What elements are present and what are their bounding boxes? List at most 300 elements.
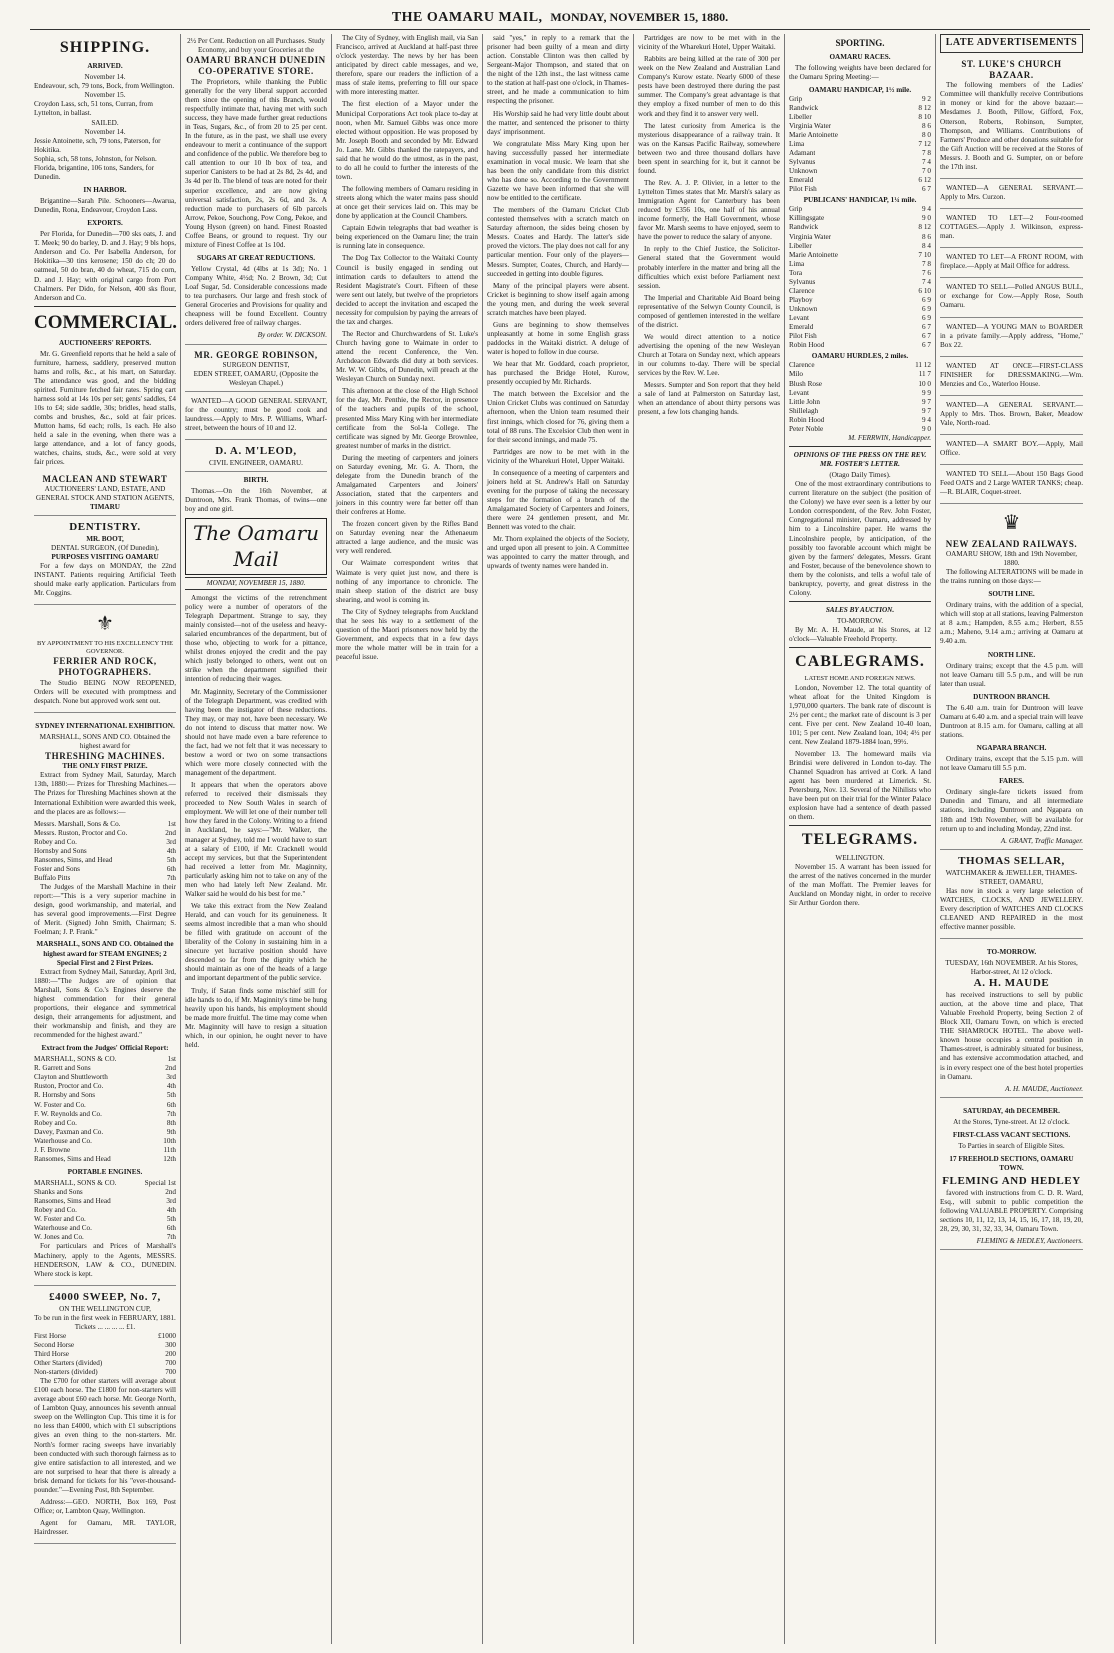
horse-row-value: 11 7 (918, 370, 931, 379)
horse-row-label: Marie Antoinette (789, 250, 838, 259)
shipping-line: Endeavour, sch, 79 tons, Bock, from Wellington. (34, 82, 175, 91)
horse-row-label: Adamant (789, 148, 816, 157)
editorial-paragraph: It appears that when the operators above referred to received their dismissals they proceeded to New South Wales in search of employment. We will let one of their number tell how they fared in the Colony. Writing to a friend in Auckland, he says:—"Mr. Walker, the manager at Sydney, told me I would have to start at a salary of £100, if Mr. Cracknell would accept my services, but that the Superintendent had received a letter from Mr. Maginnity, particularly asking him not to take on any of the men who had lately left New Zealand. Mr. Walker said he would do his best for me." (185, 781, 327, 898)
horse-row (789, 214, 931, 223)
harbour-heading: IN HARBOR. (83, 185, 127, 194)
award-row-label: J. F. Browne (34, 1145, 71, 1154)
horse-row-value: 8 0 (922, 130, 931, 139)
horse-row-value: 8 12 (918, 223, 931, 232)
news-paragraph: The first election of a Mayor under the Municipal Corporations Act took place to-day at noon, when Mr. Samuel Gibbs was once more elected without opposition. He was proposed by Mr. Joseph Booth and seconded by Mr. Edward Jo. Lane. Mr. Gibbs thanked the ratepayers, and said that he would do the utmost, as in the past, to do all he could to further the interests of the town. (336, 100, 478, 181)
sydney-heading: SYDNEY INTERNATIONAL EXHIBITION. (35, 721, 175, 730)
horse-row-value: 7 10 (918, 250, 931, 259)
award-row (34, 1188, 176, 1197)
portable-award-list (34, 1179, 176, 1242)
handicap1-list (789, 95, 931, 195)
award-row-value: 10th (163, 1136, 176, 1145)
horse-row-label: Virginia Water (789, 232, 832, 241)
award-row-label: Robey and Co. (34, 837, 77, 846)
maclean-ad (34, 471, 176, 517)
news-paragraph: This afternoon at the close of the High School for the day, Mr. Penthie, the Rector, in presence of the teachers and pupils of the school, presented Miss Mary King with her intermediate certificate from the Sol-la College. The certificate was signed by Mr. George Brownlee, greatest number of marks in the district. (336, 387, 478, 450)
award-row-value: 7th (166, 1109, 176, 1118)
award-row-label: MARSHALL, SONS & CO. (34, 1055, 117, 1064)
coop-signature: By order. W. DICKSON. (257, 331, 327, 340)
shipping-line: SAILED. (91, 118, 119, 127)
award-row-value: 1st (167, 1055, 176, 1064)
sweep-agent: Agent for Oamaru, MR. TAYLOR, Hairdresser. (34, 1519, 176, 1537)
award-row (34, 1091, 176, 1100)
horse-row-value: 10 0 (918, 379, 931, 388)
horse-row-label: Sylvanus (789, 277, 816, 286)
portable-heading: PORTABLE ENGINES. (67, 1167, 143, 1176)
horse-row-label: Robin Hood (789, 341, 825, 350)
shipping-line: November 14. (84, 127, 126, 136)
column-4 (483, 34, 634, 1644)
award-row-value: 12th (163, 1154, 176, 1163)
hurdles-list (789, 361, 931, 434)
horse-row-value: 6 9 (922, 305, 931, 314)
horse-row-value: 6 9 (922, 314, 931, 323)
prize-row (34, 1341, 176, 1350)
wanted-ad-text: WANTED TO LET—2 Four-roomed COTTAGES.—Apply J. Wilkinson, express-man. (940, 214, 1083, 241)
news-paragraph: Mr. Thorn explained the objects of the Society, and urged upon all present to join. A Committee was appointed to carry the matter through, and upwards of twenty names were handed in. (487, 535, 629, 571)
news-paragraph: Many of the principal players were absent. Cricket is beginning to show itself again among the young men, and during the week several scratch matches have been played. (487, 281, 629, 317)
cablegrams-text: London, November 12. The total quantity of wheat afloat for the United Kingdom is 1,970,000 quarters. The bank rate of discount is 2½ per cent.; the market rate of discount is 3 per cent. Five per cent. New Zealand 10-40 loan, 101; 5 per cent. New Zealand loan, 104; 4½ per cent. New Zealand 1879-1884 loan, 99½. (789, 683, 931, 746)
award-row-label: Robey and Co. (34, 1118, 77, 1127)
wanted-ad-text: WANTED TO SELL—About 150 Bags Good Feed OATS and 2 Large WATER TANKS; cheap.—R. BLAIR, Coquet-street. (940, 470, 1083, 497)
fares-text: Ordinary single-fare tickets issued from Dunedin and Timaru, and all intermediate stations, including Duntroon and Ngapara on 18th and 19th November, will be available for return up to and including Monday, 22nd inst. (940, 788, 1083, 833)
freehold-heading: 17 FREEHOLD SECTIONS, OAMARU TOWN. (949, 1154, 1074, 1173)
masthead (30, 6, 1090, 30)
royal-arms-icon: ⚜ (96, 613, 114, 636)
award-row-label: W. Foster and Co. (34, 1100, 86, 1109)
sweep-title: £4000 SWEEP, No. 7, (49, 1290, 161, 1303)
award-row-label: Ruston, Proctor and Co. (34, 1082, 104, 1091)
award-row-value: 4th (166, 1206, 176, 1215)
news-paragraph: Our Waimate correspondent writes that Waimate is very quiet just now, and there is nothing of any importance to chronicle. The main sheep station of the district are busy shearing, and wool is coming in. (336, 559, 478, 604)
award-row (34, 874, 176, 883)
award-row-label: Waterhouse and Co. (34, 1224, 92, 1233)
news-paragraph: The following members of Oamaru residing in streets along which the water mains pass should at once get their services laid on. This may be done by application at the Council Chambers. (336, 185, 478, 221)
award-row-label: W. Jones and Co. (34, 1233, 84, 1242)
award-row (34, 838, 176, 847)
sellar-text: Has now in stock a very large selection of WATCHES, CLOCKS, AND JEWELLERY. Every description of WATCHES AND CLOCKS CLEANED AND REPAIRED in the most effective manner possible. (940, 886, 1083, 931)
robinson-ad (185, 347, 327, 393)
horse-row (789, 287, 931, 296)
award-row-label: Buffalo Pitts (34, 874, 71, 883)
horse-row-value: 6 7 (922, 341, 931, 350)
horse-row-value: 7 4 (922, 158, 931, 167)
shipping-line: Jessie Antoinette, sch, 79 tons, Paterson, for Hokitika. (34, 136, 161, 154)
horse-row (789, 407, 931, 416)
official-report-heading: Extract from the Judges' Official Report: (41, 1044, 169, 1053)
hurdles-heading: OAMARU HURDLES, 2 miles. (811, 352, 909, 361)
sweep-ad (34, 1288, 176, 1544)
horse-row-label: Unknown (789, 167, 818, 176)
railways-subtitle: OAMARU SHOW, 18th and 19th November, 1880. (945, 549, 1077, 567)
horse-row-label: Lima (789, 139, 805, 148)
award-row-label: Messrs. Marshall, Sons & Co. (34, 819, 121, 828)
news-paragraph: The Rector and Churchwardens of St. Luke's Church having gone to Waimate in order to attend the recent Conference, the Ven. Archdeacon Edwards did duty at both services. Mr. W. W. Gibbs, of Dunedin, will preach at the Wesleyan Church on Sunday next. (336, 329, 478, 384)
maclean-subtitle: AUCTIONEERS' LAND, ESTATE, AND GENERAL STOCK AND STATION AGENTS, (35, 484, 175, 502)
award-row-value: 5th (166, 1091, 176, 1100)
award-row (34, 829, 176, 838)
award-row (34, 1073, 176, 1082)
news-paragraph: We would direct attention to a notice advertising the opening of the new Wesleyan Church at Totara on Sunday next, which appears in our columns to-day. There will be special services by the Rev. W. Lee. (638, 332, 780, 378)
shipping-line: Sophia, sch, 58 tons, Johnston, for Nelson. (34, 154, 157, 163)
award-row (34, 1179, 176, 1188)
award-row-value: 1st (167, 819, 176, 828)
award-row-value: 4th (166, 846, 176, 855)
south-line-heading: SOUTH LINE. (988, 590, 1035, 599)
paper-flag: The Oamaru Mail (185, 518, 327, 574)
cablegrams-text-2: November 13. The homeward mails via Brindisi were delivered in London to-day. The Channel Squadron has arrived at Cork. A land agent has been murdered at Limerick. St. Petersburg, Nov. 13. Several of the Nihilists who have been put on their trial for the Winter Palace explosion have had a sentence of death passed on them. (789, 749, 931, 822)
award-row-value: 9th (166, 1127, 176, 1136)
south-line-text: Ordinary trains, with the addition of a special, which will stop at all stations, leaving Palmerston at 8 a.m.; Hampden, 8.55 a.m.; Herbert, 8.55 a.m.; Maheno, 9.14 a.m.; arriving at Oamaru at 9.40 a.m. (940, 601, 1083, 646)
prize-row-value: £1000 (158, 1331, 176, 1340)
editorial-paragraph: Mr. Maginnity, Secretary of the Commissioner of the Telegraph Department, was credited with having been the instigator of these reductions. They may, or may not, have been necessary. We do not intend to discuss that matter now. We should not have made even a bare reference to the fact, had we not felt that it was necessary to bestow a word or two on some transactions which were more closely connected with the management of the department. (185, 687, 327, 778)
engines-award-list (34, 1055, 176, 1164)
horse-row-label: Peter Noble (789, 424, 824, 433)
dentistry-ad (34, 518, 176, 605)
award-row-label: Ransomes, Sims, and Head (34, 855, 113, 864)
grant-signature: A. GRANT, Traffic Manager. (1000, 836, 1083, 845)
sellar-subtitle: WATCHMAKER & JEWELLER, THAMES-STREET, OAMARU, (945, 868, 1078, 886)
horse-row (789, 305, 931, 314)
horse-row (789, 296, 931, 305)
award-row (34, 847, 176, 856)
north-line-heading: NORTH LINE. (987, 650, 1036, 659)
horse-row-label: Clarence (789, 361, 815, 370)
news-paragraph: Rabbits are being killed at the rate of 300 per week on the New Zealand and Australian Land Company's Kurow estate. Nearly 6000 of these pests have been destroyed there during the past summer. The Company's great advantage is that they employ a fixed number of men to do this work and they find it to answer very well. (638, 55, 780, 118)
mleod-ad (185, 442, 327, 472)
award-row-value: 3rd (166, 1073, 176, 1082)
horse-row (789, 158, 931, 167)
horse-row (789, 149, 931, 158)
award-row (34, 1082, 176, 1091)
prize-row-value: 700 (165, 1358, 176, 1367)
north-line-text: Ordinary trains; except that the 4.5 p.m. will not leave Oamaru till 5.5 p.m., and will be run later than usual. (940, 661, 1083, 688)
award-row (34, 820, 176, 829)
duntroon-heading: DUNTROON BRANCH. (973, 692, 1050, 701)
maude-ad (940, 941, 1083, 1098)
dentistry-name: MR. BOOT, (86, 534, 124, 543)
horse-row-value: 9 9 (922, 388, 931, 397)
horse-row-label: Libeller (789, 241, 812, 250)
sweep-text: The £700 for other starters will average about £100 each horse. The £1800 for non-starters will average about £60 each horse. Mr. George North, of Lambton Quay, announces his seventh annual sweep on the Wellington Cup. This time it is for no less than £4000, which with £1 subscriptions gives an even thing to the non-starters. Mr. North's former racing sweeps have invariably been conducted with such thorough fairness as to give entire satisfaction to all interested, and we are not surprised to hear that there is already a brisk demand for tickets for his "ever-thousand-pounder."—Evening Post, 8th September. (34, 1377, 176, 1494)
horse-row (789, 251, 931, 260)
award-row-label: Waterhouse and Co. (34, 1136, 92, 1145)
award-row (34, 1137, 176, 1146)
dentistry-role: DENTAL SURGEON, (Of Dunedin), (51, 543, 159, 552)
award-row-label: Messrs. Ruston, Proctor and Co. (34, 828, 128, 837)
news-paragraph: We hear that Mr. Goddard, coach proprietor, has purchased the Bridge Hotel, Kurow, presently occupied by Mr. Richards. (487, 360, 629, 387)
horse-row-label: Pilot Fish (789, 332, 817, 341)
sellar-ad (940, 852, 1083, 939)
auctioneers-text: Mr. G. Greenfield reports that he held a sale of furniture, harness, saddlery, preserved mutton hams and rolls, &c., at his mart, on Saturday. The attendance was good, and the bidding spirited. Furniture fetched fair rates. Spring cart harness sold at 14s 10s per set; gents' saddles, £4 10s to £4; side saddle, 30s; bridles, head stalls, combs and brushes, &c., sold at fair prices. Mutton hams, 6d each; rolls, 1s each. He also held a sale in the evening, when there was a large attendance, and a lot of fancy goods, watches, chains, studs, &c., were sold at very fair prices. (34, 349, 176, 467)
wanted-ad-text: WANTED TO LET—A FRONT ROOM, with fireplace.—Apply at Mail Office for address. (940, 253, 1083, 271)
marshall-ad (34, 715, 176, 1286)
wanted-ad-text: WANTED—A YOUNG MAN to BOARDER in a private family.—Apply address, "Home," Box 22. (940, 322, 1083, 349)
horse-row-label: Clarence (789, 286, 815, 295)
column-2 (181, 34, 332, 1644)
horse-row (789, 278, 931, 287)
horse-row (789, 332, 931, 341)
horse-row-label: Milo (789, 370, 803, 379)
maclean-title: MACLEAN AND STEWART (42, 473, 168, 484)
horse-row-value: 8 6 (922, 232, 931, 241)
sales-subheading: TO-MORROW. (836, 617, 884, 626)
wanted-ad-text: WANTED TO SELL—Polled ANGUS BULL, or exchange for Cow.—Apply Rose, South Oamaru. (940, 283, 1083, 310)
dentistry-text: For a few days on MONDAY, the 22nd INSTANT. Patients requiring Artificial Teeth should make early application. Particulars from Mr. Coggins. (34, 562, 176, 598)
wanted-ad (940, 181, 1083, 209)
horse-row-label: Emerald (789, 323, 814, 332)
birth-heading: BIRTH. (243, 476, 269, 485)
award-row-label: Ransomes, Sims and Head (34, 1197, 111, 1206)
news-paragraph: Partridges are now to be met with in the vicinity of the Wharekuri Hotel, Upper Waitaki. (638, 34, 780, 52)
award-row-value: 6th (166, 1100, 176, 1109)
marshall-prize: THE ONLY FIRST PRIZE. (62, 762, 148, 771)
wanted-ad (940, 250, 1083, 278)
horse-row-label: Playboy (789, 295, 813, 304)
horse-row-value: 7 0 (922, 167, 931, 176)
late-advertisements-heading: LATE ADVERTISEMENTS (940, 34, 1083, 53)
horse-row-label: Randwick (789, 223, 819, 232)
races-heading: OAMARU RACES. (829, 53, 891, 62)
sales-heading: SALES BY AUCTION. (825, 605, 895, 614)
award-row (34, 856, 176, 865)
award-row-value: 7th (166, 874, 176, 883)
local-news-2 (487, 34, 629, 572)
prize-row (34, 1368, 176, 1377)
news-paragraph: The Imperial and Charitable Aid Board being representative of the Selwyn County Council, is composed of gentlemen interested in the welfare of the district. (638, 293, 780, 329)
horse-row-label: Killingsgate (789, 214, 825, 223)
horse-row (789, 233, 931, 242)
award-row-label: Davey, Paxman and Co. (34, 1127, 104, 1136)
award-row-value: 8th (166, 1118, 176, 1127)
marshall-report: The Judges of the Marshall Machine in their report:—"This is a very superior machine in design, good workmanship, and material, and has several good improvements.—First Degree of Merit. (Signed) John Smith, Chairman; S. Foelman; J. P. Frank." (34, 883, 176, 937)
editorial-body (185, 594, 327, 1050)
horse-row-value: 7 8 (922, 148, 931, 157)
horse-row (789, 113, 931, 122)
award-row (34, 1119, 176, 1128)
horse-row (789, 176, 931, 185)
divider (789, 647, 931, 648)
award-row-label: Hornsby and Sons (34, 846, 87, 855)
exports-heading: EXPORTS. (87, 219, 123, 228)
award-row (34, 1064, 176, 1073)
award-row-value: 2nd (165, 1064, 176, 1073)
horse-row (789, 314, 931, 323)
horse-row-value: 9 0 (922, 424, 931, 433)
horse-row-value: 7 6 (922, 268, 931, 277)
mleod-subtitle: CIVIL ENGINEER, OAMARU. (209, 459, 303, 468)
news-paragraph: The City of Sydney, with English mail, via San Francisco, arrived at Auckland at half-past three o'clock yesterday. The news by her has been anticipated by direct cable messages, and we, therefore, spare our readers the infliction of a mass of stale items, preferring to fill our space with more interesting matter. (336, 34, 478, 97)
divider (789, 601, 931, 602)
horse-row (789, 167, 931, 176)
sweep-subtitle: ON THE WELLINGTON CUP, (59, 1304, 151, 1313)
horse-row-label: Lima (789, 259, 805, 268)
award-row-value: 2nd (165, 828, 176, 837)
news-paragraph: The members of the Oamaru Cricket Club contested themselves with a scratch match on Saturday afternoon, the sides being chosen by Messrs. Coates and Hardy. The latter's side proved the victors. The play does not call for any particular mention. Four only of the players—Messrs. Sumpter, Coates, Church, and Hardy—succeeded in getting into double figures. (487, 206, 629, 278)
award-row-label: W. Foster and Co. (34, 1215, 86, 1224)
maude-text: has received instructions to sell by public auction, at the above time and place, That Valuable Freehold Property, being Section 2 of Block XII, Oamaru Town, on which is erected THE SHAMROCK HOTEL. The above well-known house occupies a central position in Thames-street, is admirably situated for business, and has extensive accommodation attached, and is in every respect one of the best hotel properties in Oamaru. (940, 991, 1083, 1081)
marshall-title: MARSHALL, SONS AND CO. Obtained the highest award for (39, 732, 171, 750)
firstclass-heading: FIRST-CLASS VACANT SECTIONS. (952, 1130, 1071, 1139)
divider (789, 825, 931, 826)
horse-row-value: 6 7 (922, 323, 931, 332)
wanted-ad-text: WANTED—A GENERAL SERVANT.—Apply to Mrs. Curzon. (940, 183, 1083, 201)
ferrier-ad (34, 607, 176, 712)
news-paragraph: The frozen concert given by the Rifles Band on Saturday evening near the Athenaeum attracted a large audience, and the music was very well rendered. (336, 520, 478, 556)
horse-row (789, 104, 931, 113)
award-row (34, 1224, 176, 1233)
wanted-ad (940, 398, 1083, 435)
ngapara-text: Ordinary trains, except that the 5.15 p.m. will not leave Oamaru till 5.5 p.m. (940, 755, 1083, 773)
horse-row-label: Grip (789, 205, 803, 214)
prize-row (34, 1332, 176, 1341)
sugars-text: Yellow Crystal, 4d (4lbs at 1s 3d); No. 1 Company White, 4½d; No. 2 Brown, 3d; Cut Loaf Sugar, 5d. Considerable concessions made to tea purchasers. Our large and fresh stock of General Groceries and Provisions for quality and cheapness will be found Excellent. Country orders delivered free of railway charges. (185, 265, 327, 328)
horse-row (789, 361, 931, 370)
tomorrow-text: TUESDAY, 16th NOVEMBER. At his Stores, Harbor-street, At 12 o'clock. (945, 959, 1078, 977)
award-row (34, 1197, 176, 1206)
wanted-ad-text: WANTED AT ONCE—FIRST-CLASS FINISHER for DRESSMAKING.—Wm. Menzies and Co., Waterloo House. (940, 361, 1083, 388)
news-paragraph: Partridges are now to be met with in the vicinity of the Wharekuri Hotel, Upper Waitaki. (487, 447, 629, 465)
horse-row (789, 425, 931, 434)
horse-row-value: 9 7 (922, 397, 931, 406)
horse-row-value: 8 10 (918, 112, 931, 121)
column-7 (936, 34, 1087, 1644)
horse-row (789, 140, 931, 149)
award-row-label: Clayton and Shuttleworth (34, 1073, 108, 1082)
marshall-award-list (34, 820, 176, 883)
award-row-value: 3rd (166, 1197, 176, 1206)
horse-row-value: 9 4 (922, 205, 931, 214)
horse-row-label: Marie Antoinette (789, 130, 838, 139)
award-row (34, 1055, 176, 1064)
horse-row-value: 8 4 (922, 241, 931, 250)
horse-row-label: Blush Rose (789, 379, 822, 388)
wanted-ad-text: WANTED—A SMART BOY.—Apply, Mail Office. (940, 440, 1083, 458)
column-5 (634, 34, 785, 1644)
editorial-paragraph: Truly, if Satan finds some mischief still for idle hands to do, if Mr. Maginnity's time be hung heavily upon his hands, his employment should be made more fruitful. The time may come when Mr. Maginnity will have to resign a situation which, in our opinion, he ought never to have held. (185, 986, 327, 1049)
telegrams-text: November 15. A warrant has been issued for the arrest of the natives concerned in the murder of the man Moffatt. The Premier leaves for Auckland on Monday night, in order to receive Sir Arthur Gordon there. (789, 862, 931, 907)
column-6 (785, 34, 936, 1644)
railways-title: NEW ZEALAND RAILWAYS. (945, 538, 1078, 549)
local-news-3 (638, 34, 780, 418)
award-row-value: Special 1st (144, 1179, 176, 1188)
robinson-subtitle: SURGEON DENTIST, (222, 360, 290, 369)
sweep-tickets: Tickets ... ... ... ... £1. (74, 1322, 136, 1331)
handicapper: M. FERRWIN, Handicapper. (848, 433, 931, 442)
editorial-dateline: MONDAY, NOVEMBER 15, 1880. (185, 577, 327, 590)
sweep-prize-list (34, 1332, 176, 1377)
telegrams-heading: TELEGRAMS. (801, 831, 919, 849)
horse-row (789, 389, 931, 398)
publicans-heading: PUBLICANS' HANDICAP, 1¼ mile. (803, 196, 917, 205)
robinson-title: MR. GEORGE ROBINSON, (194, 349, 318, 360)
horse-row (789, 95, 931, 104)
news-paragraph: The latest curiosity from America is the mysterious disappearance of a railway train. It was on the Kansas Pacific Railway, somewhere between two and three thousand dollars have been spent in searching for it, but it cannot be found. (638, 121, 780, 175)
horse-row-label: Sylvanus (789, 158, 816, 167)
exports-text: Per Florida, for Dunedin—700 sks oats, J. and T. Meek; 90 do barley, D. and J. Hay; 9 bls hops, Anderson and Co. Per Isabella Anderson, for Hokitika—30 tins kerosene; 150 do ch; 20 do oatmeal, 50 do bran, 40 do wheat, 715 do corn, D. and J. Hay; with original cargo from Port Chalmers. Per Dido, for Nelson, 400 sks flour, Anderson and Co. (34, 230, 176, 302)
ferrier-title: FERRIER AND ROCK, PHOTOGRAPHERS. (53, 655, 157, 678)
dentistry-title: DENTISTRY. (69, 521, 141, 534)
sugars-heading: SUGARS AT GREAT REDUCTIONS. (196, 253, 316, 262)
award-row-value: 7th (166, 1233, 176, 1242)
prize-row (34, 1350, 176, 1359)
tomorrow-heading: TO-MORROW. (986, 948, 1037, 956)
award-row (34, 1206, 176, 1215)
maude-title: A. H. MAUDE (973, 977, 1050, 990)
news-paragraph: The Rev. A. J. P. Olivier, in a letter to the Lyttelton Times states that Mr. Marsh's salary as Immigration Agent for Canterbury has been reduced by £356 10s, one half of his annual income formerly, the Hall Government, whose favor Mr. Marsh seems to have enjoyed, seem to have the power to reduce the salary of anyone. (638, 178, 780, 242)
horse-row (789, 223, 931, 232)
ferrier-text: The Studio BEING NOW REOPENED, Orders will be executed with promptness and despatch. None but approved work sent out. (34, 678, 176, 705)
cablegrams-heading: CABLEGRAMS. (795, 653, 925, 671)
dentistry-purpose: PURPOSES VISITING OAMARU (51, 553, 159, 562)
prize-row-value: 200 (165, 1349, 176, 1358)
news-paragraph: The match between the Excelsior and the Union Cricket Clubs was continued on Saturday afternoon, when the Union team resumed their first innings, which closed for 76, giving them a total of 88 runs. The Excelsior Club then went in for their second innings, and made 75. (487, 390, 629, 444)
fleming-title: FLEMING AND HEDLEY (942, 1175, 1081, 1188)
ngapara-heading: NGAPARA BRANCH. (976, 744, 1047, 753)
newspaper-columns (30, 34, 1090, 1644)
horse-row-value: 6 9 (922, 295, 931, 304)
wanted-ad (940, 280, 1083, 317)
horse-row (789, 323, 931, 332)
news-paragraph: In consequence of a meeting of carpenters and joiners held at St. Andrew's Hall on Saturday evening for the purpose of taking the necessary steps for the formation of a branch of the Amalgamated Society of Carpenters and Joiners, there were 24 gentlemen present, and Mr. Bennett was voted to the chair. (487, 468, 629, 532)
horse-row (789, 341, 931, 350)
news-paragraph: His Worship said he had very little doubt about the matter, and sentenced the prisoner to thirty days' imprisonment. (487, 109, 629, 136)
prize-row-value: 300 (165, 1340, 176, 1349)
horse-row-value: 6 10 (918, 286, 931, 295)
handicap2-list (789, 205, 931, 350)
stluke-ad (940, 56, 1083, 179)
horse-row-label: Grip (789, 94, 803, 103)
prize-row-value: 700 (165, 1368, 176, 1376)
award-row-value: 6th (166, 864, 176, 873)
wanted-servant-ad (185, 394, 327, 440)
news-paragraph: Messrs. Sumpter and Son report that they held a sale of land at Palmerston on Saturday last, when an attendance of about thirty persons was present, a few lots changing hands. (638, 381, 780, 417)
railways-ad (940, 506, 1083, 849)
award-row (34, 1146, 176, 1155)
telegrams-place: WELLINGTON. (835, 853, 885, 862)
award-row (34, 1128, 176, 1137)
award-row-label: Foster and Sons (34, 864, 80, 873)
cablegrams-subheading: LATEST HOME AND FOREIGN NEWS. (804, 675, 916, 683)
horse-row-label: Pilot Fish (789, 185, 817, 194)
prize-row (34, 1359, 176, 1368)
arrived-heading: ARRIVED. (87, 62, 123, 71)
horse-row-value: 6 7 (922, 185, 931, 194)
horse-row-label: Randwick (789, 103, 819, 112)
harbour-text: Brigantine—Sarah Pile. Schooners—Awarua, Dunedin, Rona, Endeavour, Croydon Lass. (34, 197, 176, 215)
coop-body: The Proprietors, while thanking the Public generally for the very liberal support accorded them since the opening of this Branch, would respectfully intimate that, having met with such success, they have made further great reductions in Teas, Sugars, &c., of from 20 to 25 per cent. In the future, as in the past, we shall use every endeavour to merit a continuance of the support and confidence of the public. We therefore beg to call attention to our 10 lb box of tea, and superior Canisters to be had at 2s 8d, 2s 4d, and 3s 4d per lb. The blend of teas are noted for their superior excellence, and are now giving universal satisfaction, 2s, 2s 6d, and 3s. A reduction made to purchasers of 6lb parcels Arrow, Pekoe, Souchong, Pow Cong, Pekoe, and Young Hyson (green) on hand. Finest Roasted Coffee Beans, or ground to request. Try our mixture of Finest Coffee at 1s 10d. (185, 77, 327, 249)
wanted-ad (940, 211, 1083, 248)
award-row-label: Ransomes, Sims and Head (34, 1154, 111, 1163)
divider (789, 446, 931, 447)
column-1 (30, 34, 181, 1644)
award-row-label: R. Garrett and Sons (34, 1064, 91, 1073)
horse-row (789, 131, 931, 140)
award-row-label: F. W. Reynolds and Co. (34, 1109, 102, 1118)
opinions-heading: OPINIONS OF THE PRESS ON THE REV. MR. FOSTER'S LETTER. (793, 450, 927, 469)
award-row (34, 1101, 176, 1110)
shipping-line: November 15. (84, 91, 126, 100)
shipping-heading: SHIPPING. (59, 39, 151, 56)
news-paragraph: Captain Edwin telegraphs that bad weather is being experienced on the Oamaru line; the train is running late in consequence. (336, 224, 478, 251)
award-row (34, 865, 176, 874)
stluke-title: ST. LUKE'S CHURCH BAZAAR. (961, 58, 1062, 80)
horse-row-value: 8 12 (918, 103, 931, 112)
